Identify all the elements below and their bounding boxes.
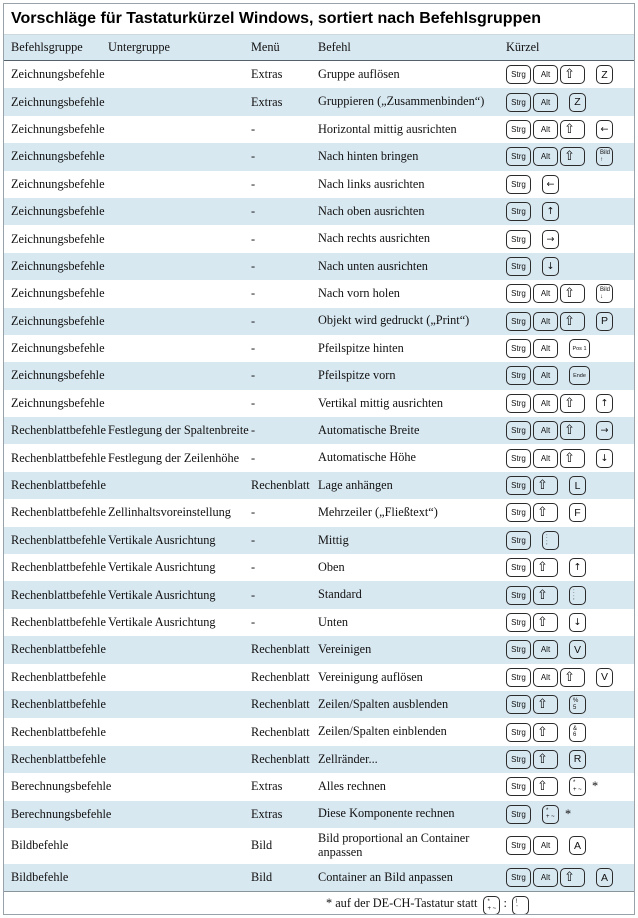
column-header-untergruppe: Untergruppe bbox=[108, 40, 170, 54]
cell-befehl: Zeilen/Spalten ausblenden bbox=[318, 696, 449, 711]
cell-befehlsgruppe: Berechnungsbefehle bbox=[11, 779, 112, 794]
cell-befehl: Container an Bild anpassen bbox=[318, 869, 453, 884]
shift-key: ⇧ bbox=[533, 777, 558, 796]
cell-befehlsgruppe: Zeichnungsbefehle bbox=[11, 313, 105, 328]
page-up-key: Bild ↑ bbox=[596, 147, 613, 166]
strg-key: Strg bbox=[506, 175, 531, 194]
column-header-menu: Menü bbox=[251, 40, 280, 54]
cell-menu: - bbox=[251, 204, 256, 219]
cell-menu: - bbox=[251, 121, 256, 136]
strg-key: Strg bbox=[506, 284, 531, 303]
column-header-befehlsgruppe: Befehlsgruppe bbox=[11, 40, 83, 54]
strg-key: Strg bbox=[506, 640, 531, 659]
cell-befehlsgruppe: Rechenblattbefehle bbox=[11, 669, 106, 684]
cell-befehlsgruppe: Zeichnungsbefehle bbox=[11, 149, 105, 164]
cell-shortcut bbox=[506, 230, 634, 249]
table-row bbox=[4, 280, 634, 307]
cell-menu: - bbox=[251, 341, 256, 356]
cell-menu: - bbox=[251, 615, 256, 629]
cell-befehl: Objekt wird gedruckt („Print“) bbox=[318, 313, 470, 328]
cell-shortcut bbox=[506, 723, 634, 742]
cell-shortcut bbox=[506, 868, 634, 887]
shift-key: ⇧ bbox=[560, 65, 585, 84]
r-key: R bbox=[569, 750, 586, 769]
cell-befehl: Zellränder... bbox=[318, 751, 378, 766]
strg-key: Strg bbox=[506, 421, 531, 440]
cell-befehl: Horizontal mittig ausrichten bbox=[318, 121, 457, 136]
strg-key: Strg bbox=[506, 366, 531, 385]
alt-key: Alt bbox=[533, 284, 558, 303]
cell-menu: Rechenblatt bbox=[251, 669, 310, 684]
cell-befehl: Unten bbox=[318, 614, 349, 629]
strg-key: Strg bbox=[506, 777, 531, 796]
table-row bbox=[4, 253, 634, 280]
column-header-befehl: Befehl bbox=[318, 39, 351, 54]
cell-shortcut bbox=[506, 147, 634, 166]
v-key: V bbox=[569, 640, 586, 659]
cell-befehlsgruppe: Rechenblattbefehle bbox=[11, 478, 106, 493]
cell-untergruppe: Vertikale Ausrichtung bbox=[108, 615, 216, 629]
cell-menu: - bbox=[251, 258, 256, 273]
strg-key: Strg bbox=[506, 868, 531, 887]
footnote-marker: * bbox=[565, 806, 572, 821]
cell-untergruppe: Zellinhaltsvoreinstellung bbox=[108, 505, 231, 520]
cell-befehl: Pfeilspitze hinten bbox=[318, 340, 404, 355]
alt-key: Alt bbox=[533, 449, 558, 468]
asterisk-plus-key: * + ~ bbox=[569, 777, 586, 796]
cell-menu: Rechenblatt bbox=[251, 642, 310, 657]
strg-key: Strg bbox=[506, 257, 531, 276]
alt-key: Alt bbox=[533, 339, 558, 358]
table-row bbox=[4, 444, 634, 471]
strg-key: Strg bbox=[506, 503, 531, 522]
ende-key: Ende bbox=[569, 366, 590, 385]
exclamation-diaeresis-key: ! ¨ bbox=[512, 896, 529, 915]
cell-befehlsgruppe: Rechenblattbefehle bbox=[11, 697, 106, 712]
cell-menu: Rechenblatt bbox=[251, 697, 310, 712]
table-row bbox=[4, 554, 634, 581]
shift-key: ⇧ bbox=[560, 312, 585, 331]
cell-befehl: Nach links ausrichten bbox=[318, 176, 425, 191]
arrow-right-key: → bbox=[542, 230, 559, 249]
cell-befehl: Nach unten ausrichten bbox=[318, 258, 428, 273]
table-row bbox=[4, 746, 634, 773]
table-row bbox=[4, 828, 634, 864]
shift-key: ⇧ bbox=[533, 558, 558, 577]
cell-menu: - bbox=[251, 395, 256, 410]
cell-shortcut bbox=[506, 586, 634, 605]
cell-befehl: Pfeilspitze vorn bbox=[318, 368, 396, 383]
table-row bbox=[4, 472, 634, 499]
table-row bbox=[4, 581, 634, 608]
page-title: Vorschläge für Tastaturkürzel Windows, sortiert nach Befehlsgruppen bbox=[4, 4, 634, 35]
l-key: L bbox=[569, 476, 586, 495]
table-row bbox=[4, 390, 634, 417]
table-row bbox=[4, 664, 634, 691]
ampersand-6-key: & 6 bbox=[569, 723, 586, 742]
table-row bbox=[4, 308, 634, 335]
cell-befehl: Vertikal mittig ausrichten bbox=[318, 395, 443, 410]
cell-menu: Extras bbox=[251, 94, 283, 109]
cell-befehlsgruppe: Rechenblattbefehle bbox=[11, 642, 106, 657]
strg-key: Strg bbox=[506, 613, 531, 632]
cell-shortcut bbox=[506, 65, 634, 84]
alt-key: Alt bbox=[533, 65, 558, 84]
cell-shortcut bbox=[506, 339, 634, 358]
cell-shortcut bbox=[506, 312, 634, 331]
cell-befehlsgruppe: Rechenblattbefehle bbox=[11, 423, 106, 438]
cell-shortcut bbox=[506, 695, 634, 714]
table-row bbox=[4, 143, 634, 170]
colon-semicolon-key: : ; bbox=[569, 586, 586, 605]
cell-shortcut bbox=[506, 836, 634, 855]
cell-befehlsgruppe: Rechenblattbefehle bbox=[11, 587, 106, 602]
table-row bbox=[4, 88, 634, 115]
cell-menu: - bbox=[251, 149, 256, 164]
cell-shortcut bbox=[506, 93, 634, 112]
alt-key: Alt bbox=[533, 120, 558, 139]
cell-befehlsgruppe: Zeichnungsbefehle bbox=[11, 204, 105, 219]
strg-key: Strg bbox=[506, 312, 531, 331]
cell-befehlsgruppe: Zeichnungsbefehle bbox=[11, 368, 105, 383]
cell-befehl: Zeilen/Spalten einblenden bbox=[318, 724, 447, 739]
cell-menu: - bbox=[251, 286, 256, 301]
alt-key: Alt bbox=[533, 312, 558, 331]
f-key: F bbox=[569, 503, 586, 522]
arrow-down-key: ↓ bbox=[542, 257, 559, 276]
cell-menu: Rechenblatt bbox=[251, 751, 310, 766]
cell-befehl: Nach vorn holen bbox=[318, 286, 400, 301]
shift-key: ⇧ bbox=[533, 503, 558, 522]
cell-untergruppe: Festlegung der Spaltenbreite bbox=[108, 423, 249, 438]
cell-menu: - bbox=[251, 505, 256, 520]
footnote-text: * auf der DE-CH-Tastatur statt bbox=[326, 896, 478, 911]
table-row bbox=[4, 335, 634, 362]
cell-shortcut bbox=[506, 503, 634, 522]
asterisk-plus-key: * + ~ bbox=[483, 896, 500, 915]
cell-befehlsgruppe: Zeichnungsbefehle bbox=[11, 286, 105, 301]
alt-key: Alt bbox=[533, 668, 558, 687]
shift-key: ⇧ bbox=[560, 120, 585, 139]
cell-shortcut bbox=[506, 449, 634, 468]
cell-menu: Rechenblatt bbox=[251, 724, 310, 739]
arrow-left-key: ← bbox=[542, 175, 559, 194]
cell-menu: - bbox=[251, 423, 256, 438]
strg-key: Strg bbox=[506, 836, 531, 855]
strg-key: Strg bbox=[506, 339, 531, 358]
z-key: Z bbox=[569, 93, 586, 112]
shift-key: ⇧ bbox=[560, 284, 585, 303]
cell-shortcut bbox=[506, 805, 634, 824]
cell-shortcut bbox=[506, 640, 634, 659]
shift-key: ⇧ bbox=[533, 476, 558, 495]
cell-menu: Extras bbox=[251, 67, 283, 82]
table-body bbox=[4, 61, 634, 891]
cell-befehl: Mehrzeiler („Fließtext“) bbox=[318, 505, 438, 520]
alt-key: Alt bbox=[533, 147, 558, 166]
arrow-down-key: ↓ bbox=[596, 449, 613, 468]
cell-menu: - bbox=[251, 368, 256, 383]
cell-befehl: Nach hinten bringen bbox=[318, 149, 419, 164]
cell-befehl: Nach rechts ausrichten bbox=[318, 231, 430, 246]
strg-key: Strg bbox=[506, 202, 531, 221]
cell-befehl: Vereinigung auflösen bbox=[318, 669, 423, 684]
table-row bbox=[4, 801, 634, 828]
shift-key: ⇧ bbox=[560, 868, 585, 887]
cell-shortcut bbox=[506, 284, 634, 303]
table-row bbox=[4, 864, 634, 891]
cell-untergruppe: Vertikale Ausrichtung bbox=[108, 532, 216, 547]
cell-befehl: Nach oben ausrichten bbox=[318, 203, 425, 218]
alt-key: Alt bbox=[533, 421, 558, 440]
strg-key: Strg bbox=[506, 668, 531, 687]
colon-semicolon-key: : ; bbox=[542, 531, 559, 550]
shift-key: ⇧ bbox=[560, 147, 585, 166]
cell-untergruppe: Vertikale Ausrichtung bbox=[108, 560, 216, 575]
cell-befehlsgruppe: Zeichnungsbefehle bbox=[11, 341, 105, 356]
p-key: P bbox=[596, 312, 613, 331]
table-row bbox=[4, 116, 634, 143]
alt-key: Alt bbox=[533, 93, 558, 112]
shift-key: ⇧ bbox=[533, 695, 558, 714]
cell-befehlsgruppe: Zeichnungsbefehle bbox=[11, 231, 105, 246]
table-row bbox=[4, 527, 634, 554]
strg-key: Strg bbox=[506, 65, 531, 84]
cell-befehlsgruppe: Rechenblattbefehle bbox=[11, 615, 106, 629]
table-row bbox=[4, 61, 634, 88]
strg-key: Strg bbox=[506, 93, 531, 112]
table-row bbox=[4, 499, 634, 526]
cell-befehl: Mittig bbox=[318, 532, 349, 547]
cell-befehl: Gruppe auflösen bbox=[318, 66, 400, 81]
cell-befehlsgruppe: Zeichnungsbefehle bbox=[11, 258, 105, 273]
alt-key: Alt bbox=[533, 394, 558, 413]
cell-shortcut bbox=[506, 476, 634, 495]
footnote-key-german bbox=[482, 892, 502, 915]
strg-key: Strg bbox=[506, 449, 531, 468]
strg-key: Strg bbox=[506, 476, 531, 495]
cell-shortcut bbox=[506, 421, 634, 440]
arrow-up-key: ↑ bbox=[596, 394, 613, 413]
alt-key: Alt bbox=[533, 868, 558, 887]
shift-key: ⇧ bbox=[560, 394, 585, 413]
cell-shortcut bbox=[506, 175, 634, 194]
arrow-right-key: → bbox=[596, 421, 613, 440]
a-key: A bbox=[596, 868, 613, 887]
footnote-bar bbox=[4, 891, 634, 915]
shift-key: ⇧ bbox=[533, 613, 558, 632]
cell-befehlsgruppe: Zeichnungsbefehle bbox=[11, 121, 105, 136]
cell-befehlsgruppe: Rechenblattbefehle bbox=[11, 724, 106, 739]
cell-befehl: Oben bbox=[318, 559, 345, 574]
strg-key: Strg bbox=[506, 723, 531, 742]
table-row bbox=[4, 609, 634, 636]
cell-menu: - bbox=[251, 231, 256, 246]
cell-menu: Extras bbox=[251, 806, 283, 821]
cell-befehlsgruppe: Bildbefehle bbox=[11, 838, 69, 853]
alt-key: Alt bbox=[533, 366, 558, 385]
strg-key: Strg bbox=[506, 750, 531, 769]
cell-untergruppe: Festlegung der Zeilenhöhe bbox=[108, 450, 240, 465]
table-row bbox=[4, 362, 634, 389]
cell-befehlsgruppe: Rechenblattbefehle bbox=[11, 450, 106, 465]
cell-befehl: Diese Komponente rechnen bbox=[318, 806, 455, 821]
table-row bbox=[4, 718, 634, 745]
table-row bbox=[4, 417, 634, 444]
cell-shortcut bbox=[506, 531, 634, 550]
table-header bbox=[4, 35, 634, 61]
cell-shortcut bbox=[506, 777, 634, 796]
cell-menu: - bbox=[251, 587, 256, 602]
cell-menu: - bbox=[251, 532, 256, 547]
cell-shortcut bbox=[506, 558, 634, 577]
alt-key: Alt bbox=[533, 836, 558, 855]
cell-befehl: Gruppieren („Zusammenbinden“) bbox=[318, 94, 485, 109]
cell-untergruppe: Vertikale Ausrichtung bbox=[108, 587, 216, 602]
cell-befehl: Automatische Breite bbox=[318, 423, 420, 438]
strg-key: Strg bbox=[506, 558, 531, 577]
percent-5-key: % 5 bbox=[569, 695, 586, 714]
cell-menu: Extras bbox=[251, 779, 283, 794]
cell-shortcut bbox=[506, 668, 634, 687]
shift-key: ⇧ bbox=[533, 723, 558, 742]
cell-menu: - bbox=[251, 560, 256, 575]
cell-shortcut bbox=[506, 750, 634, 769]
strg-key: Strg bbox=[506, 147, 531, 166]
table-frame bbox=[3, 3, 635, 915]
cell-shortcut bbox=[506, 120, 634, 139]
strg-key: Strg bbox=[506, 805, 531, 824]
footnote-marker: * bbox=[592, 779, 599, 794]
page-down-key: Bild ↓ bbox=[596, 284, 613, 303]
cell-befehlsgruppe: Zeichnungsbefehle bbox=[11, 176, 105, 191]
shift-key: ⇧ bbox=[533, 586, 558, 605]
cell-menu: - bbox=[251, 176, 256, 191]
cell-menu: Bild bbox=[251, 870, 273, 885]
arrow-down-key: ↓ bbox=[569, 613, 586, 632]
shift-key: ⇧ bbox=[560, 421, 585, 440]
shift-key: ⇧ bbox=[560, 449, 585, 468]
cell-befehlsgruppe: Rechenblattbefehle bbox=[11, 505, 106, 520]
cell-befehlsgruppe: Rechenblattbefehle bbox=[11, 532, 106, 547]
cell-menu: Rechenblatt bbox=[251, 478, 310, 493]
cell-befehlsgruppe: Zeichnungsbefehle bbox=[11, 94, 105, 109]
cell-befehlsgruppe: Bildbefehle bbox=[11, 870, 69, 885]
arrow-left-key: ← bbox=[596, 120, 613, 139]
strg-key: Strg bbox=[506, 531, 531, 550]
shift-key: ⇧ bbox=[560, 668, 585, 687]
arrow-up-key: ↑ bbox=[569, 558, 586, 577]
cell-befehlsgruppe: Rechenblattbefehle bbox=[11, 751, 106, 766]
strg-key: Strg bbox=[506, 230, 531, 249]
cell-shortcut bbox=[506, 613, 634, 632]
shift-key: ⇧ bbox=[533, 750, 558, 769]
cell-shortcut bbox=[506, 394, 634, 413]
table-row bbox=[4, 636, 634, 663]
cell-befehl: Alles rechnen bbox=[318, 779, 386, 794]
table-row bbox=[4, 171, 634, 198]
asterisk-plus-key: * + ~ bbox=[542, 805, 559, 824]
cell-shortcut bbox=[506, 202, 634, 221]
footnote-separator: : bbox=[503, 896, 507, 911]
cell-menu: - bbox=[251, 313, 256, 328]
cell-befehlsgruppe: Zeichnungsbefehle bbox=[11, 395, 105, 410]
cell-befehl: Vereinigen bbox=[318, 642, 372, 657]
table-row bbox=[4, 225, 634, 252]
table-row bbox=[4, 691, 634, 718]
cell-befehl: Standard bbox=[318, 587, 362, 602]
table-row bbox=[4, 198, 634, 225]
cell-shortcut bbox=[506, 366, 634, 385]
strg-key: Strg bbox=[506, 695, 531, 714]
z-key: Z bbox=[596, 65, 613, 84]
cell-menu: - bbox=[251, 450, 256, 465]
cell-befehl: Bild proportional an Container anpassen bbox=[318, 831, 470, 859]
cell-befehlsgruppe: Berechnungsbefehle bbox=[11, 806, 112, 821]
table-row bbox=[4, 773, 634, 800]
strg-key: Strg bbox=[506, 120, 531, 139]
cell-shortcut bbox=[506, 257, 634, 276]
cell-befehlsgruppe: Zeichnungsbefehle bbox=[11, 67, 105, 82]
footnote-key-swiss bbox=[511, 892, 531, 915]
arrow-up-key: ↑ bbox=[542, 202, 559, 221]
strg-key: Strg bbox=[506, 394, 531, 413]
cell-befehl: Automatische Höhe bbox=[318, 450, 417, 465]
strg-key: Strg bbox=[506, 586, 531, 605]
cell-befehlsgruppe: Rechenblattbefehle bbox=[11, 560, 106, 575]
cell-menu: Bild bbox=[251, 838, 273, 853]
v-key: V bbox=[596, 668, 613, 687]
column-header-kuerzel: Kürzel bbox=[506, 40, 540, 54]
alt-key: Alt bbox=[533, 640, 558, 659]
a-key: A bbox=[569, 836, 586, 855]
pos1-key: Pos 1 bbox=[569, 339, 590, 358]
cell-befehl: Lage anhängen bbox=[318, 477, 393, 492]
